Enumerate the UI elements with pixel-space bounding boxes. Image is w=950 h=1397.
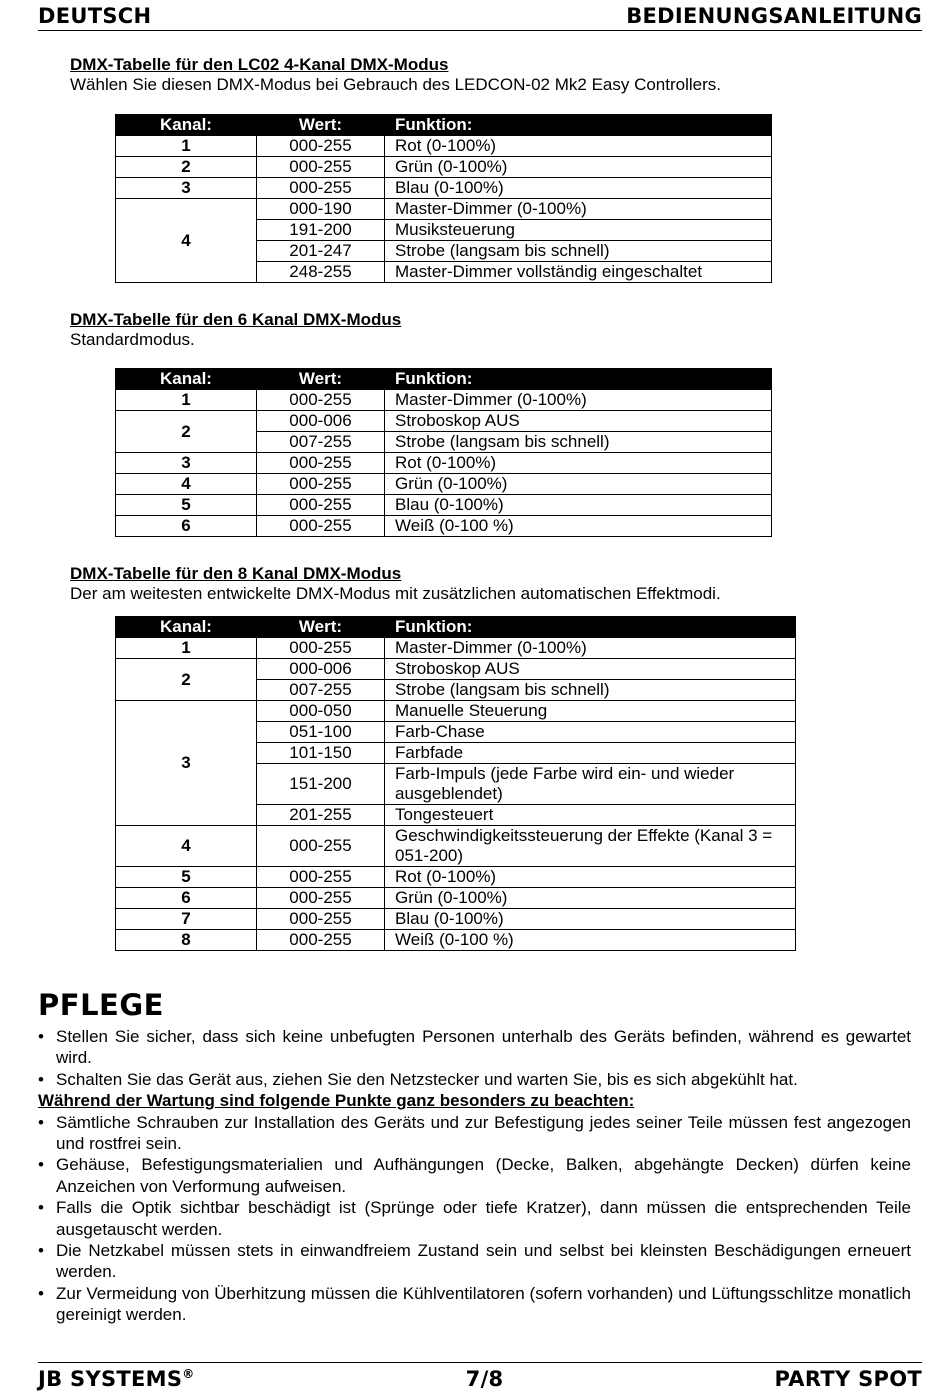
channel-cell: 8 <box>116 930 257 951</box>
dmx-table-8ch <box>115 616 796 951</box>
section-lc02 <box>70 55 721 95</box>
dmx-table-lc02 <box>115 114 772 283</box>
value-cell: 000-255 <box>257 638 385 659</box>
function-cell: Geschwindigkeitssteuerung der Effekte (Kanal 3 = 051-200) <box>385 826 796 867</box>
function-cell: Weiß (0-100 %) <box>385 516 772 537</box>
function-cell: Rot (0-100%) <box>385 867 796 888</box>
function-cell: Farb-Impuls (jede Farbe wird ein- und wieder ausgeblendet) <box>385 764 796 805</box>
channel-cell: 6 <box>116 516 257 537</box>
channel-cell: 2 <box>116 659 257 701</box>
function-cell: Master-Dimmer (0-100%) <box>385 390 772 411</box>
channel-cell: 3 <box>116 701 257 826</box>
function-cell: Master-Dimmer vollständig eingeschaltet <box>385 262 772 283</box>
value-cell: 000-006 <box>257 659 385 680</box>
column-header: Kanal: <box>116 115 257 136</box>
channel-cell: 2 <box>116 157 257 178</box>
footer-brand <box>38 1367 195 1393</box>
table-row <box>116 867 796 888</box>
table-row <box>116 516 772 537</box>
function-cell: Stroboskop AUS <box>385 411 772 432</box>
list-item <box>38 1026 911 1069</box>
value-cell: 000-255 <box>257 136 385 157</box>
list-item <box>38 1069 911 1090</box>
section-subtitle: Standardmodus. <box>70 330 195 349</box>
table-row <box>116 909 796 930</box>
table-row <box>116 178 772 199</box>
channel-cell: 5 <box>116 867 257 888</box>
section-title: DMX-Tabelle für den 6 Kanal DMX-Modus <box>70 310 402 329</box>
function-cell: Farbfade <box>385 743 796 764</box>
table-row <box>116 199 772 220</box>
header-doc-type: BEDIENUNGSANLEITUNG <box>626 4 922 28</box>
table-row <box>116 826 796 867</box>
value-cell: 051-100 <box>257 722 385 743</box>
function-cell: Tongesteuert <box>385 805 796 826</box>
table-header-row <box>116 369 772 390</box>
table-row <box>116 411 772 432</box>
value-cell: 000-006 <box>257 411 385 432</box>
value-cell: 201-255 <box>257 805 385 826</box>
column-header: Kanal: <box>116 617 257 638</box>
function-cell: Rot (0-100%) <box>385 453 772 474</box>
channel-cell: 1 <box>116 136 257 157</box>
table-header-row <box>116 115 772 136</box>
function-cell: Rot (0-100%) <box>385 136 772 157</box>
list-item-text: Zur Vermeidung von Überhitzung müssen die Kühlventilatoren (sofern vorhanden) und Lüftungsschlitze monatlich gereinigt werden. <box>56 1283 911 1325</box>
table-row <box>116 659 796 680</box>
value-cell: 000-050 <box>257 701 385 722</box>
column-header: Funktion: <box>385 617 796 638</box>
list-item <box>38 1283 911 1326</box>
channel-cell: 2 <box>116 411 257 453</box>
table-row <box>116 136 772 157</box>
channel-cell: 3 <box>116 453 257 474</box>
dmx-table-6ch <box>115 368 772 537</box>
channel-cell: 4 <box>116 826 257 867</box>
bullet-icon: • <box>38 1069 44 1089</box>
footer-brand-name: JB SYSTEMS <box>38 1367 183 1391</box>
page-header <box>38 2 922 31</box>
bullet-icon: • <box>38 1198 44 1218</box>
header-language: DEUTSCH <box>38 4 152 28</box>
column-header: Wert: <box>257 115 385 136</box>
value-cell: 000-255 <box>257 495 385 516</box>
function-cell: Grün (0-100%) <box>385 157 772 178</box>
function-cell: Grün (0-100%) <box>385 474 772 495</box>
list-item-text: Gehäuse, Befestigungsmaterialien und Aufhängungen (Decke, Balken, abgehängte Decken) dürfen keine Anzeichen von Verformung aufweisen. <box>56 1155 911 1196</box>
pflege-bullets-maintenance <box>38 1112 911 1326</box>
value-cell: 000-255 <box>257 826 385 867</box>
table-row <box>116 157 772 178</box>
value-cell: 000-255 <box>257 390 385 411</box>
column-header: Wert: <box>257 617 385 638</box>
section-title: DMX-Tabelle für den 8 Kanal DMX-Modus <box>70 564 402 583</box>
table-row <box>116 888 796 909</box>
function-cell: Master-Dimmer (0-100%) <box>385 199 772 220</box>
table-row <box>116 930 796 951</box>
value-cell: 007-255 <box>257 432 385 453</box>
value-cell: 000-255 <box>257 157 385 178</box>
table-row <box>116 495 772 516</box>
table-row <box>116 701 796 722</box>
pflege-subheading: Während der Wartung sind folgende Punkte ganz besonders zu beachten: <box>38 1091 635 1111</box>
list-item-text: Stellen Sie sicher, dass sich keine unbefugten Personen unterhalb des Geräts befinden, während es gewartet wird. <box>56 1027 911 1068</box>
bullet-icon: • <box>38 1283 44 1303</box>
function-cell: Strobe (langsam bis schnell) <box>385 680 796 701</box>
value-cell: 000-255 <box>257 178 385 199</box>
pflege-bullets-general <box>38 1026 911 1090</box>
value-cell: 000-255 <box>257 888 385 909</box>
value-cell: 000-255 <box>257 474 385 495</box>
function-cell: Farb-Chase <box>385 722 796 743</box>
function-cell: Musiksteuerung <box>385 220 772 241</box>
function-cell: Blau (0-100%) <box>385 495 772 516</box>
function-cell: Master-Dimmer (0-100%) <box>385 638 796 659</box>
list-item-text: Falls die Optik sichtbar beschädigt ist (Sprünge oder tiefe Kratzer), dann müssen die entsprechenden Teile ausgetauscht werden. <box>56 1198 911 1239</box>
function-cell: Blau (0-100%) <box>385 909 796 930</box>
column-header: Kanal: <box>116 369 257 390</box>
table-row <box>116 390 772 411</box>
bullet-icon: • <box>38 1112 44 1132</box>
page-number: 7/8 <box>465 1367 504 1391</box>
bullet-icon: • <box>38 1027 44 1046</box>
column-header: Wert: <box>257 369 385 390</box>
footer-product: PARTY SPOT <box>774 1367 922 1391</box>
list-item-text: Sämtliche Schrauben zur Installation des Geräts und zur Befestigung jedes seiner Teile müssen fest angezogen und rostfrei sein. <box>56 1112 911 1154</box>
pflege-title: PFLEGE <box>38 988 164 1022</box>
function-cell: Strobe (langsam bis schnell) <box>385 241 772 262</box>
section-title: DMX-Tabelle für den LC02 4-Kanal DMX-Modus <box>70 55 449 74</box>
function-cell: Weiß (0-100 %) <box>385 930 796 951</box>
function-cell: Grün (0-100%) <box>385 888 796 909</box>
channel-cell: 1 <box>116 638 257 659</box>
channel-cell: 1 <box>116 390 257 411</box>
column-header: Funktion: <box>385 369 772 390</box>
channel-cell: 7 <box>116 909 257 930</box>
section-subtitle: Wählen Sie diesen DMX-Modus bei Gebrauch des LEDCON-02 Mk2 Easy Controllers. <box>70 75 721 94</box>
list-item <box>38 1197 911 1240</box>
value-cell: 000-255 <box>257 516 385 537</box>
function-cell: Blau (0-100%) <box>385 178 772 199</box>
value-cell: 191-200 <box>257 220 385 241</box>
registered-mark: ® <box>182 1367 195 1381</box>
table-row <box>116 474 772 495</box>
section-8ch <box>70 564 721 604</box>
page-footer <box>38 1362 922 1397</box>
channel-cell: 3 <box>116 178 257 199</box>
channel-cell: 4 <box>116 474 257 495</box>
value-cell: 000-190 <box>257 199 385 220</box>
table-header-row <box>116 617 796 638</box>
value-cell: 000-255 <box>257 867 385 888</box>
section-subtitle: Der am weitesten entwickelte DMX-Modus mit zusätzlichen automatischen Effektmodi. <box>70 584 721 603</box>
list-item <box>38 1112 911 1155</box>
function-cell: Strobe (langsam bis schnell) <box>385 432 772 453</box>
value-cell: 007-255 <box>257 680 385 701</box>
table-row <box>116 453 772 474</box>
function-cell: Stroboskop AUS <box>385 659 796 680</box>
pflege-content <box>38 1026 911 1326</box>
value-cell: 201-247 <box>257 241 385 262</box>
channel-cell: 6 <box>116 888 257 909</box>
table-row <box>116 638 796 659</box>
value-cell: 151-200 <box>257 764 385 805</box>
channel-cell: 4 <box>116 199 257 283</box>
value-cell: 000-255 <box>257 930 385 951</box>
list-item-text: Schalten Sie das Gerät aus, ziehen Sie den Netzstecker und warten Sie, bis es sich abgekühlt hat. <box>56 1069 798 1089</box>
channel-cell: 5 <box>116 495 257 516</box>
column-header: Funktion: <box>385 115 772 136</box>
section-6ch <box>70 310 401 350</box>
value-cell: 000-255 <box>257 453 385 474</box>
value-cell: 000-255 <box>257 909 385 930</box>
list-item <box>38 1240 911 1283</box>
list-item <box>38 1154 911 1197</box>
list-item-text: Die Netzkabel müssen stets in einwandfreiem Zustand sein und selbst bei kleinsten Beschädigungen erneuert werden. <box>56 1241 911 1282</box>
value-cell: 101-150 <box>257 743 385 764</box>
function-cell: Manuelle Steuerung <box>385 701 796 722</box>
bullet-icon: • <box>38 1241 44 1261</box>
bullet-icon: • <box>38 1155 44 1175</box>
value-cell: 248-255 <box>257 262 385 283</box>
